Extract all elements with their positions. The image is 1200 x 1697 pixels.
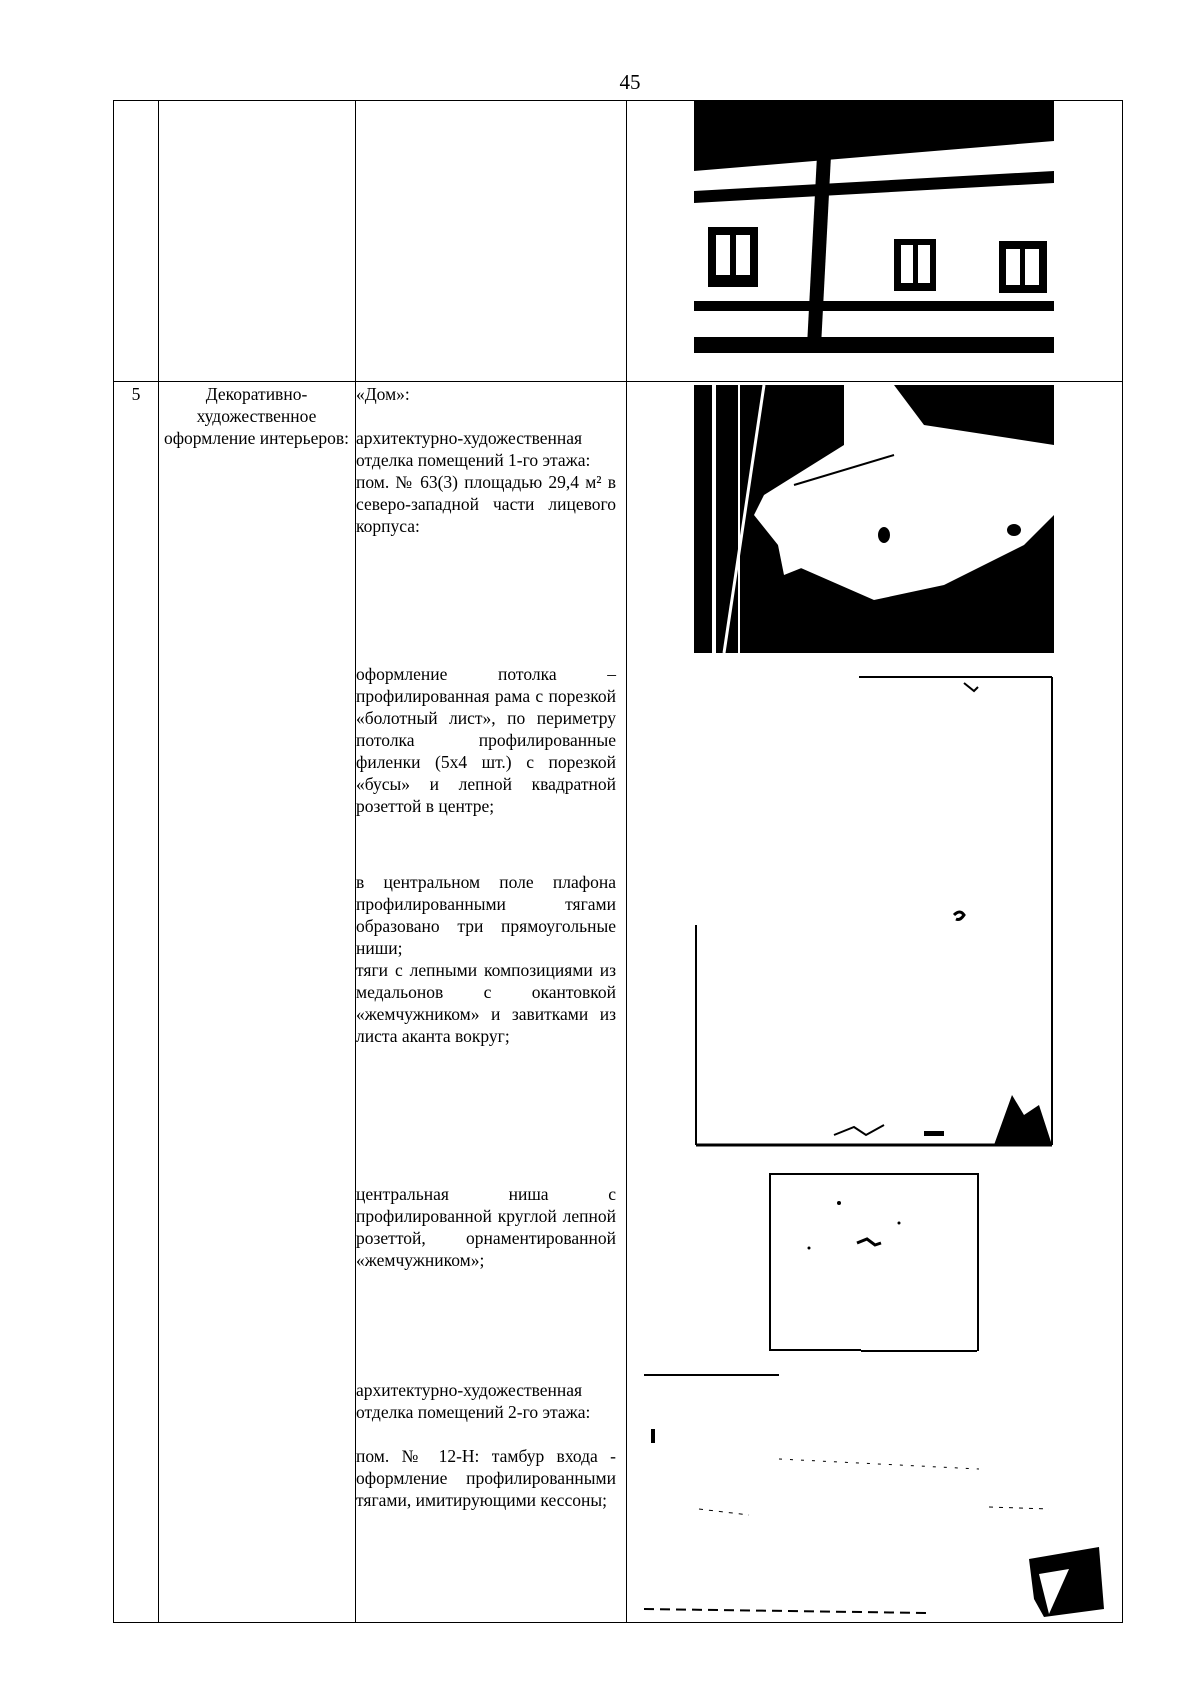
plafond-text: в центральном поле плафона профилированными тягами образовано три прямоугольные ниши; bbox=[356, 872, 616, 958]
room-63-text: пом. № 63(3) площадью 29,4 м² в северо-западной части лицевого корпуса: bbox=[356, 472, 616, 536]
monument-table bbox=[113, 100, 1123, 1623]
description-block-2 bbox=[356, 663, 616, 817]
description-block-5 bbox=[356, 1379, 616, 1511]
description-block-3 bbox=[356, 871, 616, 1047]
ceiling-corner-photo bbox=[694, 385, 1054, 653]
item-name: Декоративно-художественное оформление интерьеров: bbox=[163, 384, 350, 448]
row-divider bbox=[114, 381, 1122, 382]
facade-photo bbox=[694, 101, 1054, 353]
room-12n-text: пом. № 12-Н: тамбур входа - оформление профилированными тягами, имитирующими кессоны; bbox=[356, 1446, 616, 1510]
floor2-heading: архитектурно-художественная отделка помещений 2-го этажа: bbox=[356, 1380, 591, 1422]
ceiling-panel-photo bbox=[694, 675, 1056, 1147]
row-number: 5 bbox=[131, 384, 141, 404]
page-number: 45 bbox=[619, 70, 641, 94]
vestibule-ceiling-photo bbox=[629, 1369, 1119, 1621]
central-niche-text: центральная ниша с профилированной круглой лепной розеттой, орнаментированной «жемчужником»; bbox=[356, 1184, 616, 1270]
column-divider bbox=[626, 101, 627, 1622]
ceiling-text: оформление потолка – профилированная рама с порезкой «болотный лист», по периметру потолка профилированные филенки (5х4 шт.) с порезкой «бусы» и лепной квадратной розеттой в центре; bbox=[356, 664, 616, 816]
rosette-niche-photo bbox=[769, 1173, 981, 1353]
floor1-heading: архитектурно-художественная отделка помещений 1-го этажа: bbox=[356, 428, 591, 470]
column-divider bbox=[158, 101, 159, 1622]
object-title: «Дом»: bbox=[356, 384, 410, 404]
description-block-1 bbox=[356, 383, 616, 537]
description-block-4 bbox=[356, 1183, 616, 1271]
moulding-text: тяги с лепными композициями из медальонов с окантовкой «жемчужником» и завитками из листа аканта вокруг; bbox=[356, 960, 616, 1046]
